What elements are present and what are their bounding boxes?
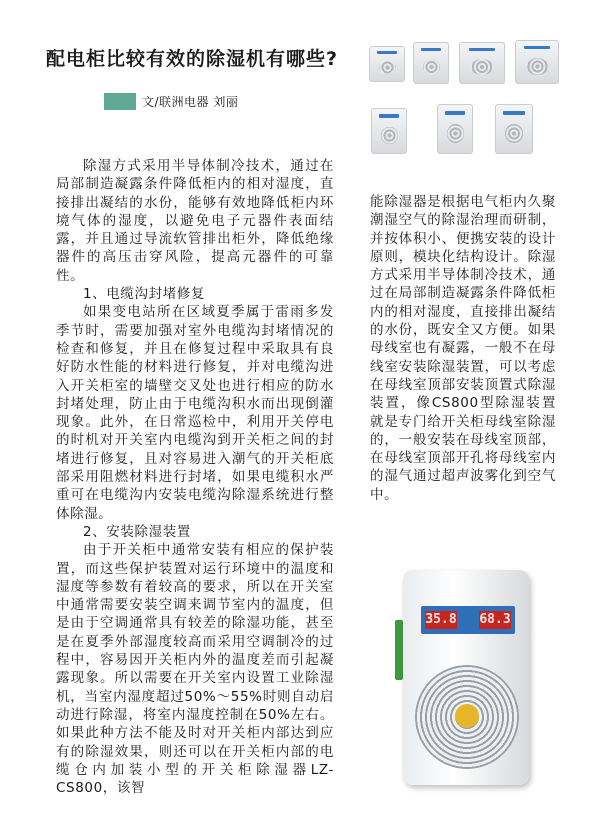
left-text-column	[56, 157, 334, 797]
paragraph: 能除湿器是根据电气柜内久聚潮湿空气的除湿治理而研制，并按体积小、便携安装的设计原则，模块化结构设计。除湿方式采用半导体制冷技术，通过在局部制造凝露条件降低柜内的相对湿度，直接排出凝结的水份，既安全又方便。如果母线室也有凝露，一般不在母线室安装除湿装置，可以考虑在母线室顶部安装顶置式除湿装置，像CS800型除湿装置就是专门给开关柜母线室除湿的，一般安装在母线室顶部，在母线室顶部开孔将母线室内的湿气通过超声波雾化到空气中。	[370, 194, 556, 503]
product-photo	[413, 42, 449, 84]
byline-text: 文/联洲电器 刘丽	[142, 95, 239, 109]
paragraph: 1、电缆沟封堵修复	[83, 286, 205, 303]
byline-color-block	[104, 93, 136, 110]
article-title: 配电柜比较有效的除湿机有哪些?	[46, 48, 339, 70]
product-photo	[459, 42, 505, 84]
product-photo	[371, 108, 407, 154]
product-photo	[369, 46, 405, 82]
paragraph: 由于开关柜中通常安装有相应的保护装置，而这些保护装置对运行环境中的温度和湿度等参数有着较高的要求，所以在开关室中通常需要安装空调来调节室内的温度，但是由于空调通常具有较差的除湿功能，甚至是在夏季外部湿度较高而采用空调制冷的过程中，容易因开关柜内外的温度差而引起凝露现象。所以需要在开关室内设置工业除湿机，当室内湿度超过50%～55%时则自动启动进行除湿，将室内湿度控制在50%左右。如果此种方法不能及时对开关柜内部达到应有的除湿效果，则还可以在开关柜内部的电缆仓内加装小型的开关柜除湿器LZ-CS800，该智	[56, 542, 334, 797]
right-text-column	[370, 193, 556, 504]
byline	[104, 93, 238, 110]
paragraph: 除湿方式采用半导体制冷技术，通过在局部制造凝露条件降低柜内的相对湿度，直接排出凝结的水份，能够有效地降低柜内环境气体的湿度，以避免电子元器件表面结露，并且通过导流软管排出柜外，降低绝缘器件的高压击穿风险，提高元器件的可靠性。	[56, 158, 334, 284]
fan-center-badge	[455, 704, 479, 728]
product-lineup-photo	[363, 38, 563, 162]
product-photo	[515, 40, 559, 84]
dehumidifier-device-photo	[395, 570, 545, 795]
terminal-block	[395, 620, 403, 680]
product-photo	[437, 104, 473, 154]
temperature-readout: 35.8	[425, 612, 457, 627]
paragraph: 如果变电站所在区域夏季属于雷雨多发季节时，需要加强对室外电缆沟封堵情况的检查和修复，并且在修复过程中采取具有良好防水性能的材料进行修复，并对电缆沟进入开关柜室的墙壁交叉处也进行相应的防水封堵处理，防止由于电缆沟积水而出现倒灌现象。此外，在日常巡检中，利用开关停电的时机对开关室内电缆沟到开关柜之间的封堵进行修复，且对容易进入潮气的开关柜底部采用阻燃材料进行封堵，如果电缆积水严重可在电缆沟内安装电缆沟除湿系统进行整体除湿。	[56, 304, 334, 522]
paragraph: 2、安装除湿装置	[83, 523, 191, 540]
product-photo	[495, 104, 533, 154]
humidity-readout: 68.3	[479, 612, 511, 627]
